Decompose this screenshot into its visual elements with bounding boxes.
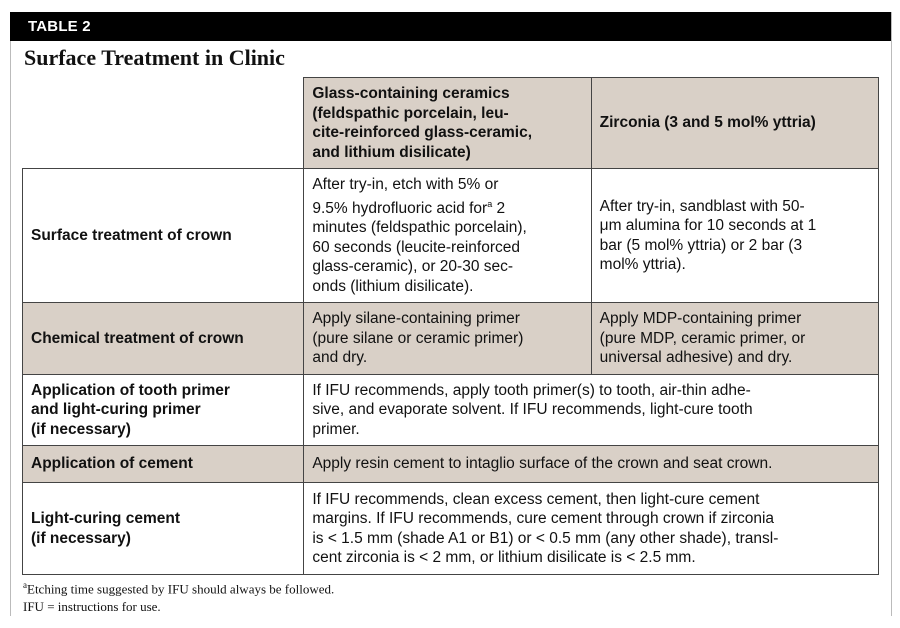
row-label: Surface treatment of crown <box>23 169 304 303</box>
combined-cell: If IFU recommends, apply tooth primer(s) to tooth, air-thin adhe- sive, and evaporate solvent. If IFU recommends, light-cure tooth primer. <box>304 374 879 446</box>
footnote-mark: a <box>487 198 493 209</box>
table-label: TABLE 2 <box>28 18 91 35</box>
table-label-bar <box>10 12 891 41</box>
row-label: Light-curing cement (if necessary) <box>23 483 304 575</box>
header-empty-cell <box>23 78 304 169</box>
combined-cell: Apply resin cement to intaglio surface of the crown and seat crown. <box>304 446 879 483</box>
row-label: Application of cement <box>23 446 304 483</box>
glass-text-rest: 2 minutes (feldspathic porcelain), 60 seconds (leucite-reinforced glass-ceramic), or 20-30 sec- onds (lithium disilicate). <box>312 199 527 295</box>
footnote-mark: a <box>23 580 27 590</box>
glass-cell <box>304 169 591 303</box>
table-row <box>23 169 879 303</box>
footnote-ifu: IFU = instructions for use. <box>23 599 161 614</box>
table-row <box>23 374 879 446</box>
row-label: Application of tooth primer and light-curing primer (if necessary) <box>23 374 304 446</box>
glass-cell: Apply silane-containing primer (pure silane or ceramic primer) and dry. <box>304 303 591 375</box>
table-row <box>23 446 879 483</box>
footnote-a <box>23 580 334 597</box>
surface-treatment-table <box>22 77 879 575</box>
zirconia-cell: After try-in, sandblast with 50- μm alumina for 10 seconds at 1 bar (5 mol% yttria) or 2 bar (3 mol% yttria). <box>591 169 878 303</box>
row-label: Chemical treatment of crown <box>23 303 304 375</box>
footnote-text: Etching time suggested by IFU should always be followed. <box>27 581 335 597</box>
header-glass-ceramics: Glass-containing ceramics (feldspathic porcelain, leu- cite-reinforced glass-ceramic, and lithium disilicate) <box>304 78 591 169</box>
table-row <box>23 483 879 575</box>
table-title: Surface Treatment in Clinic <box>24 45 285 70</box>
table-row <box>23 303 879 375</box>
header-row <box>23 78 879 169</box>
header-zirconia: Zirconia (3 and 5 mol% yttria) <box>591 78 878 169</box>
zirconia-cell: Apply MDP-containing primer (pure MDP, ceramic primer, or universal adhesive) and dry. <box>591 303 878 375</box>
glass-text: After try-in, etch with 5% or 9.5% hydrofluoric acid for <box>312 176 499 217</box>
combined-cell: If IFU recommends, clean excess cement, then light-cure cement margins. If IFU recommends, cure cement through crown if zirconia is < 1.5 mm (shade A1 or B1) or < 0.5 mm (any other shade), transl- cent zirconia is < 2 mm, or lithium disilicate is < 2.5 mm. <box>304 483 879 575</box>
